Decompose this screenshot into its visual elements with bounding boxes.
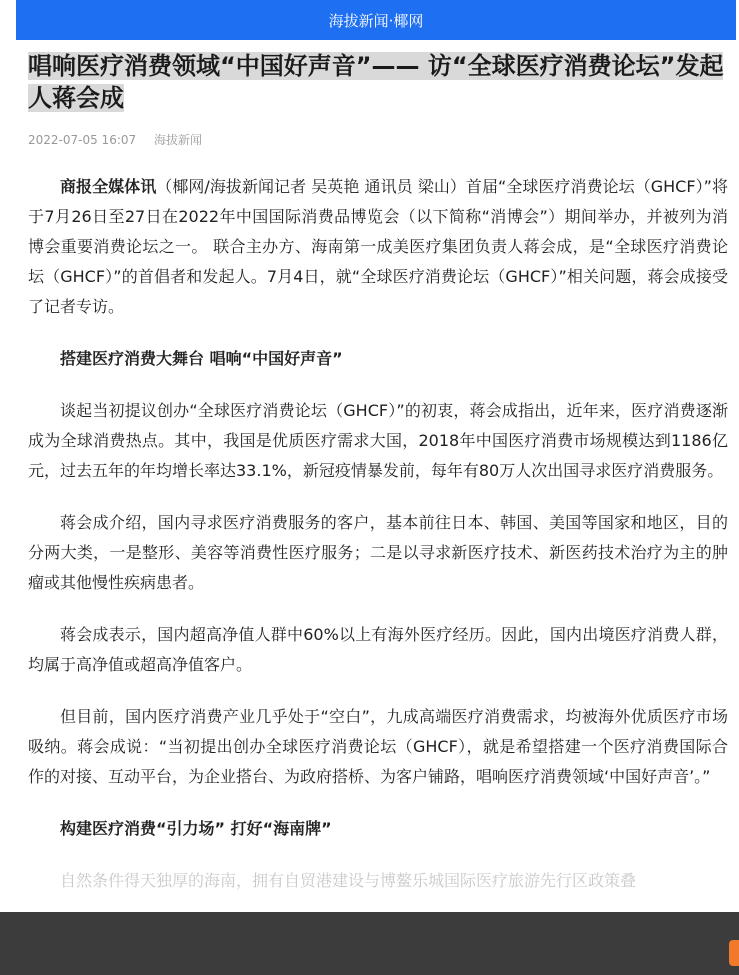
article-title: 唱响医疗消费领域“中国好声音”—— 访“全球医疗消费论坛”发起人蒋会成 [28, 52, 724, 112]
section-heading-2: 构建医疗消费“引力场” 打好“海南牌” [60, 819, 332, 838]
paragraph-4: 蒋会成表示，国内超高净值人群中60%以上有海外医疗经历。因此，国内出境医疗消费人群，均属于高净值或超高净值客户。 [28, 625, 728, 674]
article-body [28, 172, 728, 896]
article-meta [28, 131, 728, 147]
paragraph-2: 谈起当初提议创办“全球医疗消费论坛（GHCF）”的初衷，蒋会成指出，近年来，医疗消费逐渐成为全球消费热点。其中，我国是优质医疗需求大国，2018年中国医疗消费市场规模达到1186亿元，过去五年的年均增长率达33.1%，新冠疫情暴发前，每年有80万人次出国寻求医疗消费服务。 [28, 401, 728, 480]
site-header-bar[interactable] [16, 0, 736, 40]
publish-date: 2022-07-05 16:07 [28, 133, 137, 147]
paragraph-1 [28, 172, 728, 322]
article-title-block [28, 50, 728, 114]
bottom-overlay-bar[interactable] [0, 912, 739, 975]
paragraph-5: 但目前，国内医疗消费产业几乎处于“空白”，九成高端医疗消费需求，均被海外优质医疗市场吸纳。蒋会成说：“当初提出创办全球医疗消费论坛（GHCF），就是希望搭建一个医疗消费国际合作的对接、互动平台，为企业搭台、为政府搭桥、为客户铺路，唱响医疗消费领域‘中国好声音’。” [28, 707, 728, 786]
section-heading-1: 搭建医疗消费大舞台 唱响“中国好声音” [60, 349, 343, 368]
site-name: 海拔新闻·椰网 [328, 11, 424, 30]
lead-label: 商报全媒体讯 [60, 177, 157, 196]
paragraph-1-text: （椰网/海拔新闻记者 吴英艳 通讯员 梁山）首届“全球医疗消费论坛（GHCF）”将于7月26日至27日在2022年中国国际消费品博览会（以下简称“消博会”）期间举办，并被列为消博会重要消费论坛之一。 联合主办方、海南第一成美医疗集团负责人蒋会成，是“全球医疗消费论坛（GHCF）”的首倡者和发起人。7月4日，就“全球医疗消费论坛（GHCF）”相关问题，蒋会成接受了记者专访。 [28, 177, 728, 316]
article-container [28, 50, 728, 896]
article-source[interactable]: 海拔新闻 [153, 133, 202, 147]
paragraph-6-truncated: 自然条件得天独厚的海南，拥有自贸港建设与博鳌乐城国际医疗旅游先行区政策叠 [60, 871, 637, 890]
paragraph-3: 蒋会成介绍，国内寻求医疗消费服务的客户，基本前往日本、韩国、美国等国家和地区，目的分两大类，一是整形、美容等消费性医疗服务；二是以寻求新医疗技术、新医药技术治疗为主的肿瘤或其他慢性疾病患者。 [28, 513, 728, 592]
orange-tab-icon[interactable] [729, 940, 739, 966]
